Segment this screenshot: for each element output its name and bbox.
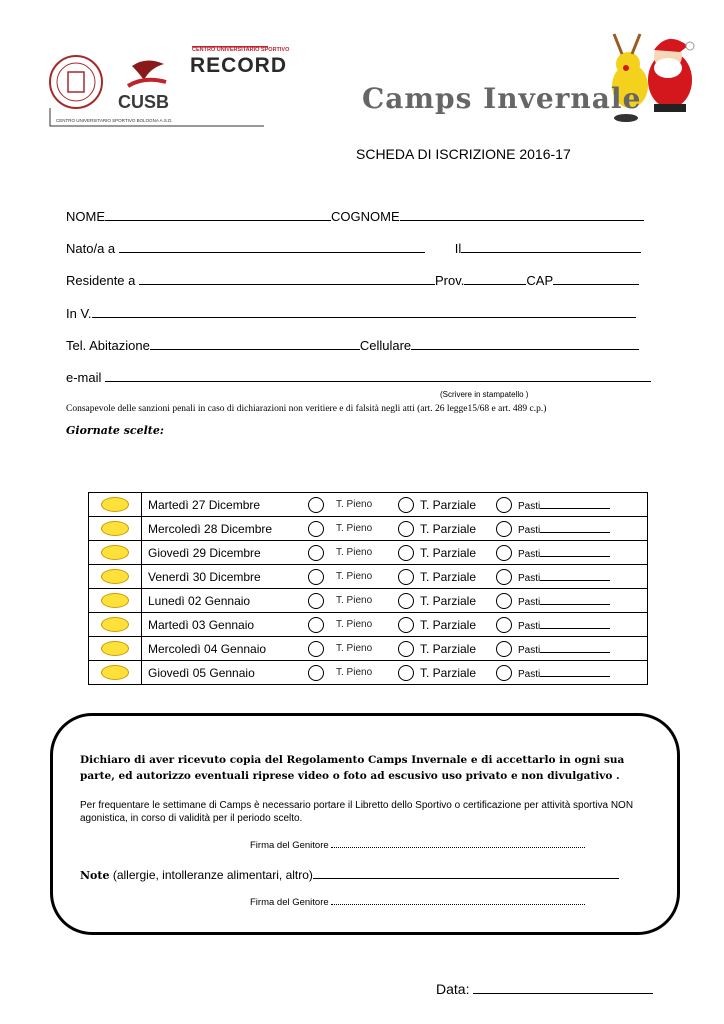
day-row xyxy=(89,565,648,589)
tel-field[interactable] xyxy=(150,337,360,350)
note-field[interactable] xyxy=(313,866,619,879)
day-select-oval[interactable] xyxy=(101,497,129,512)
label-email: e-mail xyxy=(66,370,102,385)
parziale-label: T. Parziale xyxy=(420,661,496,685)
prov-field[interactable] xyxy=(464,272,526,285)
data-label: Data: xyxy=(436,981,470,997)
label-nato: Nato/a a xyxy=(66,241,116,256)
day-select-oval[interactable] xyxy=(101,641,129,656)
label-cap: CAP xyxy=(526,273,554,288)
parziale-label: T. Parziale xyxy=(420,589,496,613)
label-prov: Prov. xyxy=(435,273,465,288)
day-select-oval[interactable] xyxy=(101,521,129,536)
firma-label-2: Firma del Genitore xyxy=(250,897,329,908)
day-label: Giovedì 29 Dicembre xyxy=(142,541,309,565)
pieno-radio[interactable] xyxy=(308,545,324,561)
pieno-radio[interactable] xyxy=(308,569,324,585)
parziale-label: T. Parziale xyxy=(420,613,496,637)
pasti-radio[interactable] xyxy=(496,593,512,609)
libretto-text: Per frequentare le settimane di Camps è necessario portare il Libretto dello Sportivo o certificazione per attività sportiva NON agonistica, in corso di validità per il periodo scelto. xyxy=(80,800,634,824)
pasti-label: Pasti xyxy=(518,548,541,560)
pasti-radio[interactable] xyxy=(496,665,512,681)
dichiaro-text: Dichiaro di aver ricevuto copia del Regolamento Camps Invernale e di accettarlo in ogni sua parte, ed autorizzo eventuali riprese video o foto ad escusivo uso privato e non divulgativo . xyxy=(80,754,625,782)
giornate-title: Giornate scelte: xyxy=(66,424,164,437)
parziale-radio[interactable] xyxy=(398,593,414,609)
pieno-label: T. Pieno xyxy=(336,493,398,517)
nome-field[interactable] xyxy=(105,208,331,221)
pasti-field[interactable] xyxy=(540,642,610,653)
note-row xyxy=(80,866,619,882)
cap-field[interactable] xyxy=(553,272,639,285)
day-row xyxy=(89,613,648,637)
parziale-label: T. Parziale xyxy=(420,541,496,565)
label-residente: Residente a xyxy=(66,273,136,288)
parziale-radio[interactable] xyxy=(398,545,414,561)
label-via: In V. xyxy=(66,306,92,321)
day-label: Lunedì 02 Gennaio xyxy=(142,589,309,613)
logo-record: RECORD xyxy=(190,54,288,77)
parziale-label: T. Parziale xyxy=(420,517,496,541)
firma-label-1: Firma del Genitore xyxy=(250,840,329,851)
data-field[interactable] xyxy=(473,981,653,994)
row-nato xyxy=(66,240,641,256)
parziale-label: T. Parziale xyxy=(420,637,496,661)
pasti-field[interactable] xyxy=(540,522,610,533)
pieno-label: T. Pieno xyxy=(336,565,398,589)
via-field[interactable] xyxy=(92,305,636,318)
label-nome: NOME xyxy=(66,209,105,224)
pasti-label: Pasti xyxy=(518,668,541,680)
residente-field[interactable] xyxy=(139,272,435,285)
pasti-field[interactable] xyxy=(540,666,610,677)
pasti-label: Pasti xyxy=(518,524,541,536)
pasti-label: Pasti xyxy=(518,572,541,584)
label-cognome: COGNOME xyxy=(331,209,400,224)
cognome-field[interactable] xyxy=(400,208,644,221)
note-label: Note xyxy=(80,869,110,882)
pieno-radio[interactable] xyxy=(308,497,324,513)
pieno-radio[interactable] xyxy=(308,665,324,681)
day-select-oval[interactable] xyxy=(101,665,129,680)
row-nome xyxy=(66,208,644,224)
label-tel: Tel. Abitazione xyxy=(66,338,150,353)
day-row xyxy=(89,517,648,541)
pieno-label: T. Pieno xyxy=(336,661,398,685)
firma-genitore-1 xyxy=(250,838,585,851)
pieno-radio[interactable] xyxy=(308,617,324,633)
pasti-radio[interactable] xyxy=(496,617,512,633)
parziale-label: T. Parziale xyxy=(420,565,496,589)
pieno-radio[interactable] xyxy=(308,593,324,609)
day-label: Martedì 03 Gennaio xyxy=(142,613,309,637)
pasti-radio[interactable] xyxy=(496,521,512,537)
pasti-radio[interactable] xyxy=(496,497,512,513)
day-label: Mercoledì 28 Dicembre xyxy=(142,517,309,541)
note-desc: (allergie, intolleranze alimentari, altro) xyxy=(109,868,313,882)
parziale-radio[interactable] xyxy=(398,617,414,633)
il-field[interactable] xyxy=(461,240,641,253)
pasti-field[interactable] xyxy=(540,594,610,605)
day-row xyxy=(89,541,648,565)
parziale-label: T. Parziale xyxy=(420,493,496,517)
row-residente xyxy=(66,272,639,288)
pasti-radio[interactable] xyxy=(496,641,512,657)
pasti-field[interactable] xyxy=(540,498,610,509)
pieno-label: T. Pieno xyxy=(336,541,398,565)
pasti-label: Pasti xyxy=(518,644,541,656)
day-row xyxy=(89,637,648,661)
pieno-radio[interactable] xyxy=(308,521,324,537)
pasti-field[interactable] xyxy=(540,570,610,581)
pieno-label: T. Pieno xyxy=(336,637,398,661)
day-label: Martedì 27 Dicembre xyxy=(142,493,309,517)
logo-cusb-text: CUSB xyxy=(118,92,170,112)
pieno-radio[interactable] xyxy=(308,641,324,657)
firma-field-1[interactable] xyxy=(331,838,585,848)
parziale-radio[interactable] xyxy=(398,521,414,537)
pasti-field[interactable] xyxy=(540,618,610,629)
days-table xyxy=(88,492,648,685)
email-field[interactable] xyxy=(105,369,651,382)
day-label: Mercoledì 04 Gennaio xyxy=(142,637,309,661)
pasti-label: Pasti xyxy=(518,596,541,608)
logo-subtitle: CENTRO UNIVERSITARIO SPORTIVO xyxy=(192,47,290,53)
firma-genitore-2 xyxy=(250,895,585,908)
row-tel xyxy=(66,337,639,353)
parziale-radio[interactable] xyxy=(398,569,414,585)
day-select-oval[interactable] xyxy=(101,593,129,608)
parziale-radio[interactable] xyxy=(398,665,414,681)
label-il: Il xyxy=(454,241,462,256)
day-row xyxy=(89,493,648,517)
pieno-label: T. Pieno xyxy=(336,613,398,637)
data-row xyxy=(436,981,653,997)
camp-title: Camps Invernale xyxy=(362,82,642,115)
row-via xyxy=(66,305,636,321)
day-label: Giovedì 05 Gennaio xyxy=(142,661,309,685)
day-select-oval[interactable] xyxy=(101,617,129,632)
day-select-oval[interactable] xyxy=(101,545,129,560)
parziale-radio[interactable] xyxy=(398,497,414,513)
row-email xyxy=(66,369,651,385)
pieno-label: T. Pieno xyxy=(336,589,398,613)
day-row xyxy=(89,589,648,613)
label-cellulare: Cellulare xyxy=(359,338,412,353)
pasti-label: Pasti xyxy=(518,500,541,512)
form-title: SCHEDA DI ISCRIZIONE 2016-17 xyxy=(356,146,571,162)
pasti-label: Pasti xyxy=(518,620,541,632)
pasti-radio[interactable] xyxy=(496,569,512,585)
pasti-radio[interactable] xyxy=(496,545,512,561)
firma-field-2[interactable] xyxy=(331,895,585,905)
day-row xyxy=(89,661,648,685)
declaration-text: Consapevole delle sanzioni penali in caso di dichiarazioni non veritiere e di falsità negli atti (art. 26 legge15/68 e art. 489 c.p.) xyxy=(66,404,547,414)
logo-caption: CENTRO UNIVERSITARIO SPORTIVO BOLOGNA A.S.D. xyxy=(56,118,173,123)
parziale-radio[interactable] xyxy=(398,641,414,657)
stampatello-note: (Scrivere in stampatello ) xyxy=(440,390,529,399)
nato-field[interactable] xyxy=(119,240,425,253)
day-label: Venerdì 30 Dicembre xyxy=(142,565,309,589)
day-select-oval[interactable] xyxy=(101,569,129,584)
pieno-label: T. Pieno xyxy=(336,517,398,541)
pasti-field[interactable] xyxy=(540,546,610,557)
cellulare-field[interactable] xyxy=(411,337,639,350)
